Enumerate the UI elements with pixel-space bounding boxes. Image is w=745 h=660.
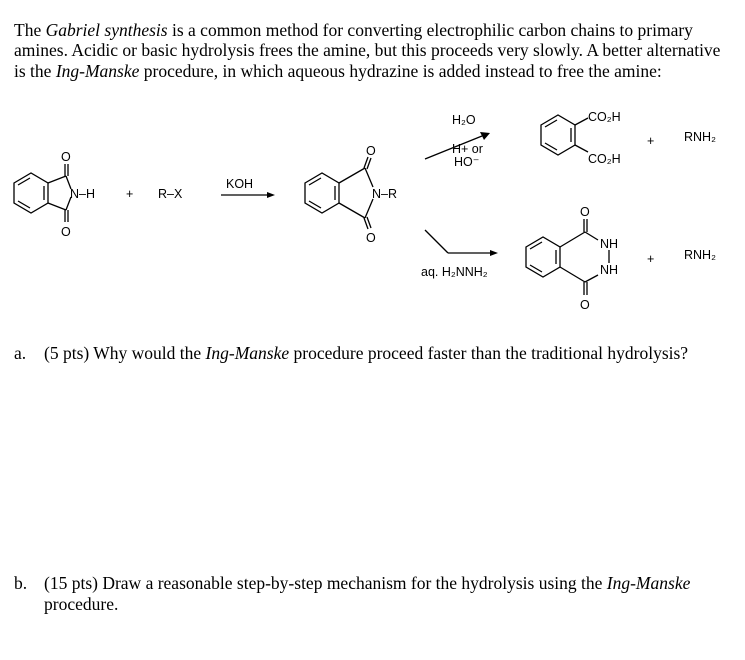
plus-sign: + bbox=[647, 134, 655, 148]
term-ing-manske: Ing-Manske bbox=[205, 343, 290, 363]
phthalimide-structure bbox=[14, 150, 95, 239]
term-ing-manske: Ing-Manske bbox=[55, 60, 140, 81]
phthalimide-benzene-ring bbox=[14, 173, 48, 213]
amine-product-top: RNH₂ bbox=[684, 130, 716, 144]
hydrazine-arrow bbox=[425, 230, 448, 253]
reaction-scheme bbox=[0, 96, 745, 326]
phthalic-acid-structure bbox=[541, 110, 621, 166]
question-a bbox=[14, 343, 732, 364]
phthalimide-nh-label: N–H bbox=[70, 187, 96, 201]
nh-label-top: NH bbox=[600, 237, 619, 251]
hydrolysis-reagent-base: HO⁻ bbox=[454, 155, 480, 169]
nh-label-bottom: NH bbox=[600, 263, 619, 277]
carboxylic-acid-bottom: CO₂H bbox=[588, 152, 621, 166]
question-b bbox=[14, 573, 732, 614]
amine-product-bottom: RNH₂ bbox=[684, 248, 716, 262]
intro-text-2: is a common method for converting electrophilic carbon chains to primary amines. Acidic or basic hydrolysis frees the amine, but this proceeds very slowly. A better alternative is the bbox=[14, 19, 721, 81]
oxygen-label: O bbox=[61, 150, 71, 164]
n-alkyl-label: N–R bbox=[372, 187, 398, 201]
oxygen-label: O bbox=[580, 205, 590, 219]
alkyl-halide-label: R–X bbox=[158, 187, 183, 201]
term-gabriel-synthesis: Gabriel synthesis bbox=[45, 19, 168, 40]
phthalhydrazide-structure bbox=[526, 205, 618, 312]
plus-sign: + bbox=[126, 187, 134, 201]
plus-sign: + bbox=[647, 252, 655, 266]
question-b-text: (15 pts) Draw a reasonable step-by-step mechanism for the hydrolysis using the Ing-Manske procedure. bbox=[44, 573, 691, 614]
phthalhydrazide-ring bbox=[526, 237, 560, 277]
term-ing-manske: Ing-Manske bbox=[606, 573, 691, 593]
carboxylic-acid-top: CO₂H bbox=[588, 110, 621, 124]
hydrolysis-reagent-water: H₂O bbox=[452, 113, 476, 127]
oxygen-label: O bbox=[61, 225, 71, 239]
hydrazine-reagent-label: aq. H₂NNH₂ bbox=[421, 265, 488, 279]
hydrolysis-reagent-acid: H+ or bbox=[452, 142, 483, 156]
question-a-text: (5 pts) Why would the Ing-Manske procedure proceed faster than the traditional hydrolysis? bbox=[44, 343, 689, 363]
koh-label: KOH bbox=[226, 177, 254, 191]
intro-text-1: The bbox=[14, 19, 46, 40]
phthalic-acid-ring bbox=[541, 115, 575, 155]
oxygen-label: O bbox=[366, 144, 376, 158]
n-alkyl-benzene-ring bbox=[305, 173, 339, 213]
intro-text-3: procedure, in which aqueous hydrazine is added instead to free the amine: bbox=[139, 60, 662, 81]
oxygen-label: O bbox=[366, 231, 376, 245]
oxygen-label: O bbox=[580, 298, 590, 312]
question-a-label: a. bbox=[14, 343, 27, 363]
n-alkylphthalimide-structure bbox=[305, 144, 397, 245]
question-b-label: b. bbox=[14, 573, 28, 593]
intro-paragraph bbox=[14, 20, 732, 82]
